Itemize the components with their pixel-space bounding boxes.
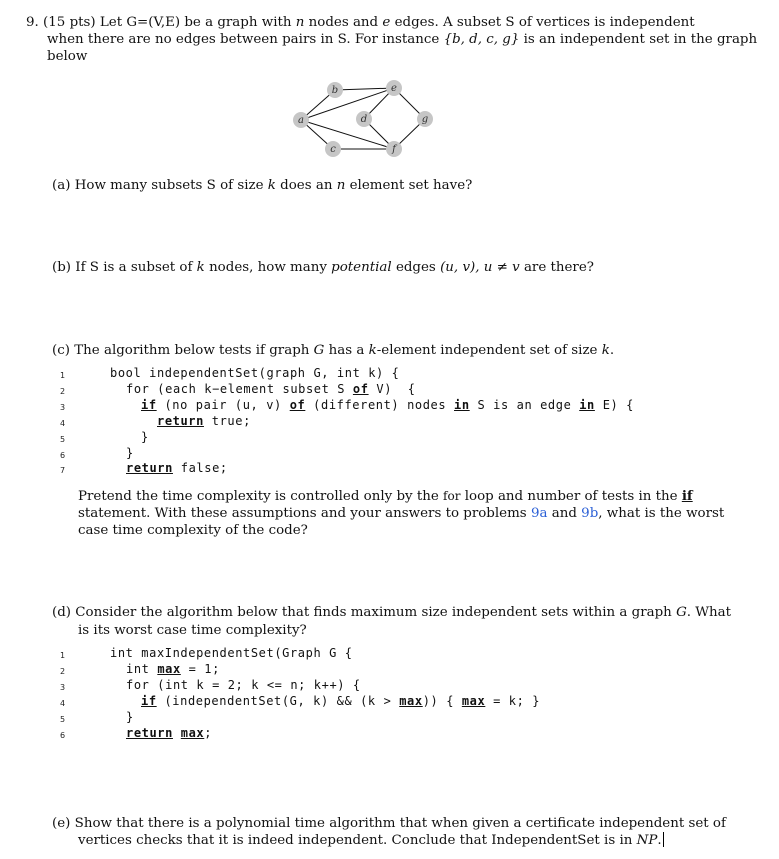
code-keyword: max — [399, 694, 423, 708]
problem-header-line1 — [26, 14, 695, 31]
node-label-f: f — [392, 144, 396, 155]
var-k: k — [196, 260, 205, 275]
part-c-text: has a — [328, 343, 365, 358]
line-number: 5 — [60, 715, 66, 724]
line-number: 4 — [60, 419, 66, 428]
node-label-c: c — [330, 144, 336, 155]
part-c-text: -element independent set of size — [376, 343, 598, 358]
code-text: } — [141, 430, 149, 444]
intro-text: is an independent set in the graph — [523, 32, 758, 47]
code-text: (no pair (u, v) — [156, 398, 290, 412]
code-text: E) { — [594, 398, 634, 412]
code-keyword: return — [126, 726, 173, 740]
part-b-question — [52, 259, 594, 276]
code-text: true; — [203, 414, 251, 428]
code-text: for (int k = 2; k <= n; k++) { — [126, 678, 361, 692]
part-c-paragraph-line2 — [78, 505, 724, 522]
var-G: G — [676, 605, 687, 620]
code-line — [110, 646, 353, 660]
node-label-d: d — [360, 114, 368, 125]
np-class: NP — [636, 833, 658, 848]
part-c-label: (c) — [52, 343, 70, 358]
part-d-question-line1 — [52, 604, 731, 621]
line-number: 3 — [60, 683, 66, 692]
var-k: k — [368, 343, 377, 358]
part-d-label: (d) — [52, 605, 72, 620]
code-line — [141, 430, 149, 444]
code-keyword: max — [157, 662, 181, 676]
part-c-question — [52, 342, 614, 359]
code-text — [173, 726, 181, 740]
intro-text: Let G=(V,E) be a graph with — [99, 15, 292, 30]
part-c-text: and — [551, 506, 577, 521]
code-line — [110, 366, 400, 380]
line-number: 1 — [60, 371, 66, 380]
part-e-text: Show that there is a polynomial time algorithm that when given a certificate independent set of — [74, 816, 726, 831]
code-keyword: in — [454, 398, 470, 412]
var-k: k — [601, 343, 610, 358]
intro-text: nodes and — [308, 15, 379, 30]
part-c-text: statement. With these assumptions and your answers to problems — [78, 506, 527, 521]
line-number: 2 — [60, 667, 66, 676]
node-label-g: g — [421, 114, 429, 125]
code-keyword: max — [461, 694, 486, 708]
part-c-text: Pretend the time complexity is controlled only by the — [78, 489, 439, 504]
part-a-text: How many subsets S of size — [74, 178, 264, 193]
part-e-label: (e) — [52, 816, 71, 831]
part-c-text: , what is the worst — [598, 506, 725, 521]
line-number: 7 — [60, 466, 66, 475]
example-set: {b, d, c, g} — [443, 32, 520, 47]
code-line — [126, 726, 212, 740]
ref-link-9a[interactable]: 9a — [530, 506, 548, 521]
emphasis-potential: potential — [331, 260, 392, 275]
part-b-text: nodes, how many — [209, 260, 327, 275]
code-line — [126, 710, 134, 724]
part-b-text: If S is a subset of — [75, 260, 193, 275]
part-e-text: . — [657, 833, 662, 848]
text-cursor — [663, 832, 664, 847]
code-line — [157, 414, 251, 428]
if-keyword: if — [681, 488, 693, 504]
code-text: S is an edge — [469, 398, 580, 412]
intro-text: edges. A subset S of vertices is independent — [394, 15, 695, 30]
code-text: = k; } — [485, 694, 541, 708]
line-number: 6 — [60, 731, 66, 740]
part-b-text: are there? — [523, 260, 594, 275]
part-c-paragraph-line1 — [78, 488, 693, 505]
node-label-b: b — [331, 85, 339, 96]
code-line — [141, 398, 634, 412]
part-e-question-line2 — [78, 832, 664, 849]
var-n: n — [295, 15, 305, 30]
code-keyword: return — [126, 461, 173, 475]
for-keyword: for — [443, 489, 461, 503]
part-d-text: is its worst case time complexity? — [78, 623, 307, 638]
code-text: (different) nodes — [305, 398, 455, 412]
problem-header-line3 — [47, 48, 87, 65]
part-a-label: (a) — [52, 178, 71, 193]
code-keyword: return — [157, 414, 204, 428]
edge-a-e — [301, 88, 394, 120]
part-d-text: Consider the algorithm below that finds maximum size independent sets within a graph — [75, 605, 672, 620]
edge-pair-notation: (u, v), u ≠ v — [440, 260, 520, 275]
part-b-text: edges — [395, 260, 436, 275]
part-a-text: element set have? — [349, 178, 473, 193]
code-keyword: if — [141, 694, 157, 708]
problem-header-line2 — [47, 31, 757, 48]
part-c-text: loop and number of tests in the — [464, 489, 678, 504]
code-keyword: of — [352, 382, 369, 396]
problem-number: 9. — [26, 15, 39, 30]
code-text: for (each k−element subset S — [126, 382, 353, 396]
graph-diagram — [280, 78, 450, 162]
code-text: (independentSet(G, k) && (k > — [156, 694, 400, 708]
part-c-text: . — [609, 343, 615, 358]
var-n: n — [336, 178, 346, 193]
code-text: false; — [172, 461, 228, 475]
code-text: ; — [204, 726, 213, 740]
part-d-question-line2 — [78, 622, 307, 639]
code-text: V) { — [368, 382, 416, 396]
part-e-question-line1 — [52, 815, 726, 832]
line-number: 2 — [60, 387, 66, 396]
code-line — [141, 694, 540, 708]
problem-points: (15 pts) — [43, 15, 96, 30]
code-text: = 1; — [180, 662, 220, 676]
part-d-text: . What — [686, 605, 732, 620]
part-c-text: case time complexity of the code? — [78, 523, 308, 538]
code-text: bool independentSet(graph G, int k) { — [110, 366, 400, 380]
line-number: 5 — [60, 435, 66, 444]
ref-link-9b[interactable]: 9b — [581, 506, 599, 521]
var-G: G — [313, 343, 325, 358]
part-b-label: (b) — [52, 260, 72, 275]
part-a-question — [52, 177, 472, 194]
code-text: int maxIndependentSet(Graph G { — [110, 646, 353, 660]
code-text: } — [126, 446, 134, 460]
code-line — [126, 382, 416, 396]
node-label-a: a — [298, 115, 304, 126]
line-number: 3 — [60, 403, 66, 412]
var-k: k — [267, 178, 276, 193]
line-number: 4 — [60, 699, 66, 708]
part-c-text: The algorithm below tests if graph — [74, 343, 310, 358]
code-keyword: in — [579, 398, 595, 412]
line-number: 1 — [60, 651, 66, 660]
part-c-paragraph-line3 — [78, 522, 308, 539]
code-keyword: if — [141, 398, 157, 412]
part-e-text: vertices checks that it is indeed independent. Conclude that IndependentSet is in — [78, 833, 633, 848]
line-number: 6 — [60, 451, 66, 460]
code-keyword: max — [180, 726, 205, 740]
edge-b-e — [335, 88, 394, 90]
code-line — [126, 446, 134, 460]
var-e: e — [382, 15, 391, 30]
intro-text: when there are no edges between pairs in S. For instance — [47, 32, 440, 47]
code-keyword: of — [289, 398, 306, 412]
part-a-text: does an — [280, 178, 333, 193]
code-text: int — [126, 662, 158, 676]
code-text: )) { — [422, 694, 462, 708]
node-label-e: e — [391, 83, 397, 94]
code-text: } — [126, 710, 134, 724]
intro-text: below — [47, 49, 88, 64]
code-line — [126, 678, 361, 692]
code-line — [126, 662, 220, 676]
code-line — [126, 461, 228, 475]
